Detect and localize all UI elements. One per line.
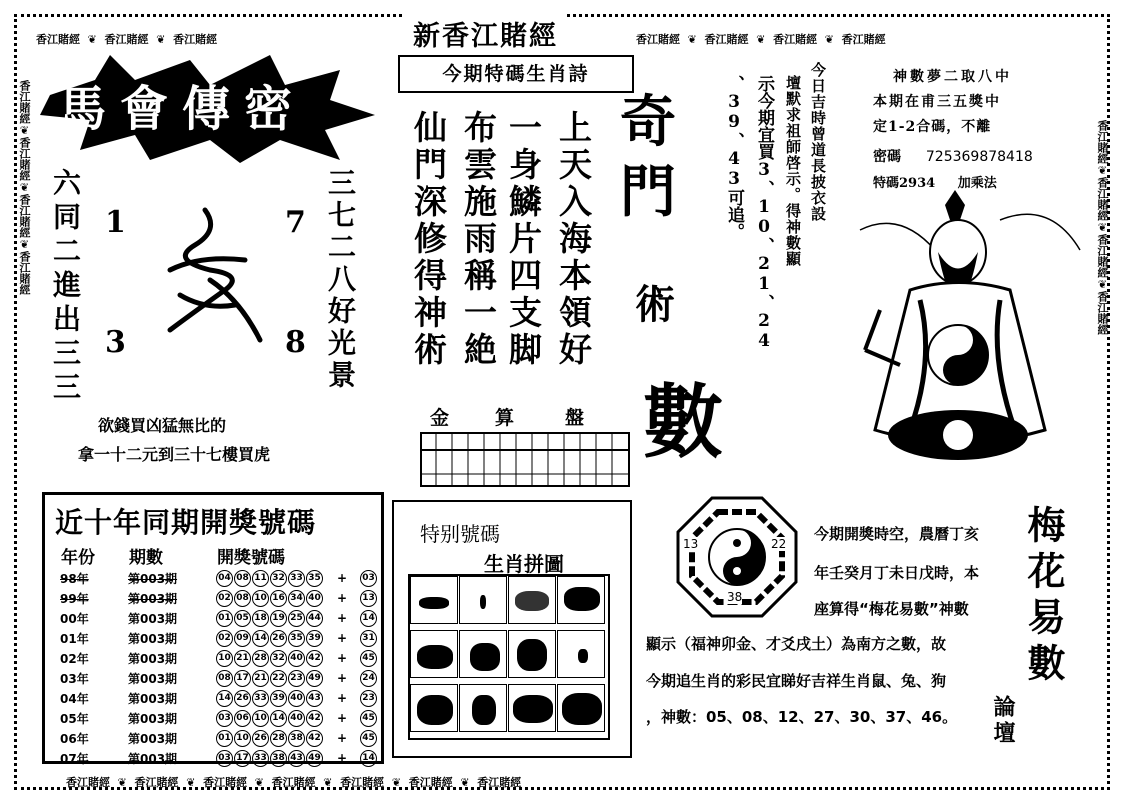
drawn-number-ball: 35 (306, 570, 323, 587)
history-row (57, 728, 381, 748)
meihua-title: 梅花易數 (1021, 505, 1066, 689)
special-number-ball: 03 (360, 570, 377, 587)
row-numbers (213, 568, 327, 588)
history-panel (42, 492, 384, 764)
qimen-char-1: 奇 (620, 89, 676, 155)
advice-col-4: 、39、43可追。 (724, 75, 744, 240)
drawn-number-ball: 10 (234, 730, 251, 747)
puzzle-piece[interactable] (410, 684, 458, 732)
poem-line-2: 一身鱗片四支脚 (504, 110, 543, 369)
abacus-label-2: 算 (495, 407, 515, 429)
drawn-number-ball: 42 (306, 650, 323, 667)
special-number-ball: 45 (360, 710, 377, 727)
drawn-number-ball: 33 (252, 690, 269, 707)
drawn-number-ball: 08 (234, 570, 251, 587)
drawn-number-ball: 14 (270, 710, 287, 727)
history-row (57, 588, 381, 608)
drawn-number-ball: 09 (234, 630, 251, 647)
col-numbers: 開獎號碼 (217, 548, 285, 568)
history-title: 近十年同期開獎號碼 (55, 506, 317, 539)
meihua-line-1: 今期開獎時空，農曆丁亥 (814, 525, 980, 543)
special-code-label: 特碼2934 (873, 176, 936, 191)
drawn-number-ball: 10 (252, 710, 269, 727)
row-issue: 第003期 (128, 691, 178, 706)
drawn-number-ball: 05 (234, 610, 251, 627)
divine-line-2: 本期在甫三五獎中 (873, 94, 1001, 110)
drawn-number-ball: 32 (270, 570, 287, 587)
row-year: 07年 (60, 751, 89, 766)
history-header-row (57, 543, 381, 568)
row-numbers (213, 648, 327, 668)
drawn-number-ball: 40 (288, 690, 305, 707)
puzzle-piece[interactable] (459, 684, 507, 732)
row-year: 99年 (60, 591, 89, 606)
secret-code-label: 密碼 (873, 149, 901, 165)
drawn-number-ball: 34 (288, 590, 305, 607)
history-row (57, 688, 381, 708)
advice-col-2: 壇默求祖師啓示。得神數顯 (784, 75, 802, 267)
drawn-number-ball: 26 (234, 690, 251, 707)
row-issue: 第003期 (128, 731, 178, 746)
row-special (357, 628, 381, 648)
drawn-number-ball: 11 (252, 570, 269, 587)
border-brand-top-right: 香江賭經 ❦ 香江賭經 ❦ 香江賭經 ❦ 香江賭經 (636, 33, 886, 46)
row-year: 02年 (60, 651, 89, 666)
bagua-number-13: 13 (683, 537, 699, 551)
puzzle-piece[interactable] (508, 630, 556, 678)
drawn-number-ball: 22 (270, 670, 287, 687)
secret-code-value: 725369878418 (925, 149, 1033, 165)
plus-sign: + (336, 731, 348, 745)
special-number-ball: 31 (360, 630, 377, 647)
advice-col-1: 今日吉時曾道長披衣設 (809, 62, 827, 222)
drawn-number-ball: 02 (216, 630, 233, 647)
drawn-number-ball: 33 (252, 750, 269, 767)
qimen-char-2: 門 (620, 159, 676, 225)
row-numbers (213, 728, 327, 748)
puzzle-subtitle: 生肖拼圖 (484, 552, 564, 576)
history-row (57, 628, 381, 648)
border-brand-right: 香江賭經❦香江賭經❦香江賭經❦香江賭經 (1096, 120, 1109, 335)
row-issue: 第003期 (128, 711, 178, 726)
drawn-number-ball: 26 (252, 730, 269, 747)
row-issue: 第003期 (128, 591, 178, 606)
special-number-ball: 45 (360, 650, 377, 667)
plus-sign: + (336, 651, 348, 665)
drawn-number-ball: 16 (270, 590, 287, 607)
row-special (357, 668, 381, 688)
row-special (357, 568, 381, 588)
drawn-number-ball: 49 (306, 750, 323, 767)
puzzle-piece[interactable] (557, 684, 605, 732)
puzzle-piece[interactable] (459, 576, 507, 624)
puzzle-piece[interactable] (557, 630, 605, 678)
poem-label-box (398, 55, 634, 93)
drawn-number-ball: 40 (288, 650, 305, 667)
drawn-number-ball: 42 (306, 730, 323, 747)
left-panel-title: 馬會傳密 (58, 81, 307, 137)
drawn-number-ball: 38 (288, 730, 305, 747)
poem-line-1: 上天入海本領好 (554, 110, 593, 369)
poem-line-3: 布雲施雨稱一絶 (459, 110, 498, 369)
row-numbers (213, 748, 327, 768)
taoist-master-illustration (840, 190, 1090, 475)
special-number-ball: 14 (360, 610, 377, 627)
plus-sign: + (336, 571, 348, 585)
history-row (57, 748, 381, 768)
puzzle-panel (392, 500, 632, 758)
history-row (57, 608, 381, 628)
row-numbers (213, 628, 327, 648)
special-code-suffix: 加乘法 (957, 176, 997, 191)
drawn-number-ball: 39 (306, 630, 323, 647)
bagua-number-22: 22 (771, 537, 787, 551)
drawn-number-ball: 02 (216, 590, 233, 607)
drawn-number-ball: 25 (288, 610, 305, 627)
drawn-number-ball: 38 (270, 750, 287, 767)
drawn-number-ball: 19 (270, 610, 287, 627)
plus-sign: + (336, 671, 348, 685)
drawn-number-ball: 17 (234, 670, 251, 687)
row-special (357, 648, 381, 668)
drawn-number-ball: 28 (270, 730, 287, 747)
row-special (357, 688, 381, 708)
plus-sign: + (336, 591, 348, 605)
qimen-char-3: 術 (635, 281, 675, 328)
divine-line-4 (873, 146, 1033, 166)
drawn-number-ball: 21 (252, 670, 269, 687)
drawn-number-ball: 42 (306, 710, 323, 727)
row-issue: 第003期 (128, 611, 178, 626)
drawn-number-ball: 08 (216, 670, 233, 687)
row-numbers (213, 688, 327, 708)
row-special (357, 748, 381, 768)
puzzle-title: 特别號碼 (420, 522, 500, 546)
drawn-number-ball: 03 (216, 710, 233, 727)
divine-line-3: 定1-2合碼，不離 (873, 119, 992, 135)
drawn-number-ball: 43 (288, 750, 305, 767)
row-numbers (213, 608, 327, 628)
special-number-ball: 13 (360, 590, 377, 607)
row-numbers (213, 708, 327, 728)
drawn-number-ball: 26 (270, 630, 287, 647)
drawn-number-ball: 01 (216, 610, 233, 627)
qimen-title (615, 78, 735, 478)
drawn-number-ball: 28 (252, 650, 269, 667)
border-brand-left: 香江賭經❦香江賭經❦香江賭經❦香江賭經 (18, 80, 31, 295)
number-1: 1 (105, 205, 126, 240)
row-issue: 第003期 (128, 751, 178, 766)
row-special (357, 728, 381, 748)
drawn-number-ball: 43 (306, 690, 323, 707)
caption-line-2: 拿一十二元到三十七樓買虎 (78, 445, 271, 464)
drawn-number-ball: 49 (306, 670, 323, 687)
qimen-char-4: 數 (643, 375, 723, 469)
border-brand-top: 香江賭經 ❦ 香江賭經 ❦ 香江賭經 (36, 33, 218, 46)
number-3: 3 (105, 325, 126, 360)
puzzle-piece[interactable] (410, 630, 458, 678)
drawn-number-ball: 17 (234, 750, 251, 767)
left-verse-column: 六同二進出三三 (49, 168, 82, 406)
meihua-signature: 論壇 (990, 695, 1016, 747)
drawn-number-ball: 01 (216, 730, 233, 747)
meihua-line-2: 年壬癸月丁未日戊時，本 (814, 564, 980, 582)
plus-sign: + (336, 631, 348, 645)
drawn-number-ball: 33 (288, 570, 305, 587)
row-numbers (213, 588, 327, 608)
advice-col-3: 示今期宜買3、10、21、24 (754, 75, 774, 351)
drawn-number-ball: 32 (270, 650, 287, 667)
drawn-number-ball: 23 (288, 670, 305, 687)
row-year: 01年 (60, 631, 89, 646)
number-8: 8 (285, 325, 306, 360)
row-year: 00年 (60, 611, 89, 626)
col-year: 年份 (61, 548, 95, 568)
special-number-ball: 23 (360, 690, 377, 707)
row-special (357, 708, 381, 728)
row-year: 03年 (60, 671, 89, 686)
right-verse-column: 三七二八好光景 (324, 168, 357, 392)
drawn-number-ball: 14 (216, 690, 233, 707)
caption-line-1: 欲錢買凶猛無比的 (98, 416, 227, 435)
abacus-label-1: 金 (430, 407, 450, 429)
poem-line-4: 仙門深修得神術 (409, 110, 448, 369)
meihua-line-4: 顯示（福神卯金、才爻戌土）為南方之數，故 (646, 635, 947, 653)
plus-sign: + (336, 751, 348, 765)
row-year: 04年 (60, 691, 89, 706)
row-issue: 第003期 (128, 671, 178, 686)
drawn-number-ball: 04 (216, 570, 233, 587)
divine-line-5 (873, 172, 997, 191)
bagua-number-38: 38 (727, 590, 743, 604)
row-numbers (213, 668, 327, 688)
meihua-line-6: ，神數：05、08、12、27、30、37、46。 (646, 708, 958, 726)
abacus-label-3: 盤 (565, 407, 585, 429)
history-table (57, 543, 381, 768)
row-special (357, 608, 381, 628)
plus-sign: + (336, 691, 348, 705)
row-special (357, 588, 381, 608)
abacus-grid (420, 432, 630, 487)
drawn-number-ball: 35 (288, 630, 305, 647)
divine-line-1: 神數夢二取八中 (893, 69, 1012, 85)
special-number-ball: 45 (360, 730, 377, 747)
row-issue: 第003期 (128, 631, 178, 646)
poem-label: 今期特碼生肖詩 (442, 63, 590, 85)
row-issue: 第003期 (128, 651, 178, 666)
meihua-line-3: 座算得“梅花易數”神數 (814, 600, 969, 618)
plus-sign: + (336, 711, 348, 725)
puzzle-piece[interactable] (508, 576, 556, 624)
number-7: 7 (285, 205, 306, 240)
drawn-number-ball: 06 (234, 710, 251, 727)
puzzle-grid (408, 574, 610, 740)
puzzle-piece[interactable] (508, 684, 556, 732)
drawn-number-ball: 10 (252, 590, 269, 607)
history-row (57, 708, 381, 728)
plus-sign: + (336, 611, 348, 625)
calligraphy-glyph (150, 200, 280, 350)
drawn-number-ball: 21 (234, 650, 251, 667)
drawn-number-ball: 14 (252, 630, 269, 647)
drawn-number-ball: 40 (306, 590, 323, 607)
history-row (57, 648, 381, 668)
history-row (57, 568, 381, 588)
special-number-ball: 14 (360, 750, 377, 767)
drawn-number-ball: 10 (216, 650, 233, 667)
drawn-number-ball: 39 (270, 690, 287, 707)
drawn-number-ball: 40 (288, 710, 305, 727)
puzzle-piece[interactable] (459, 630, 507, 678)
drawn-number-ball: 18 (252, 610, 269, 627)
drawn-number-ball: 44 (306, 610, 323, 627)
drawn-number-ball: 03 (216, 750, 233, 767)
meihua-line-5: 今期追生肖的彩民宜睇好吉祥生肖鼠、兔、狗 (646, 672, 947, 690)
row-year: 05年 (60, 711, 89, 726)
col-issue: 期數 (129, 548, 163, 568)
puzzle-piece[interactable] (410, 576, 458, 624)
row-issue: 第003期 (128, 571, 178, 586)
page-title: 新香江賭經 (405, 14, 566, 53)
drawn-number-ball: 08 (234, 590, 251, 607)
history-row (57, 668, 381, 688)
row-year: 06年 (60, 731, 89, 746)
puzzle-piece[interactable] (557, 576, 605, 624)
row-year: 98年 (60, 571, 89, 586)
border-brand-bottom: 香江賭經 ❦ 香江賭經 ❦ 香江賭經 ❦ 香江賭經 ❦ 香江賭經 ❦ 香江賭經 ❦ 香江賭經 (66, 776, 522, 789)
special-number-ball: 24 (360, 670, 377, 687)
